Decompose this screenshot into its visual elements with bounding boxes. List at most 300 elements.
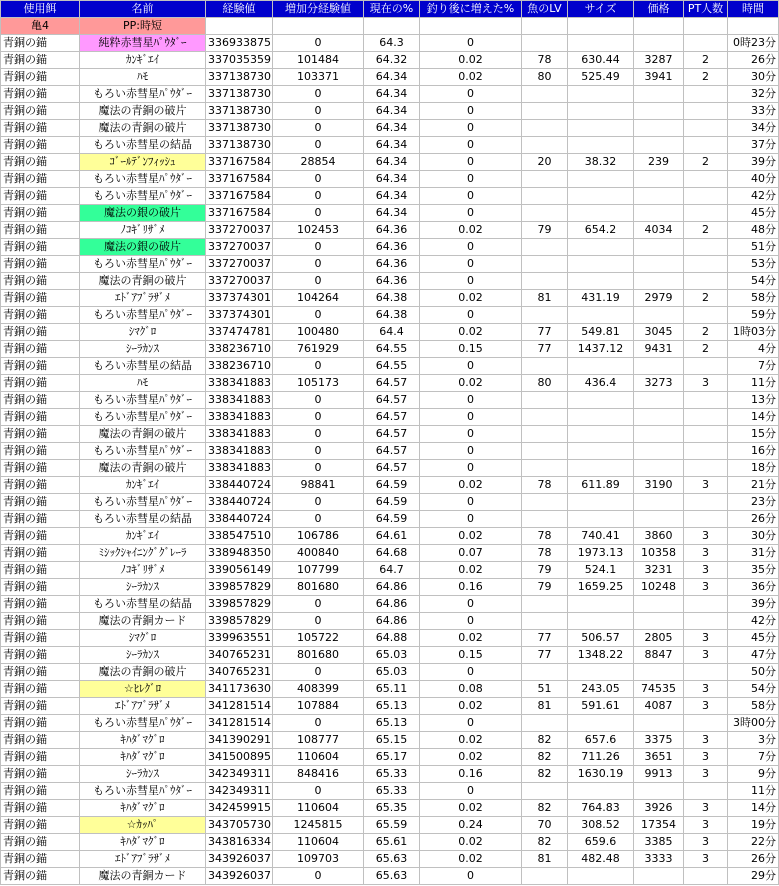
cell-bait[interactable]: 青銅の錨 [1, 154, 80, 171]
cell-exp[interactable]: 338547510 [206, 528, 273, 545]
cell-current-pct[interactable]: 64.86 [364, 596, 420, 613]
cell-current-pct[interactable]: 65.13 [364, 715, 420, 732]
cell-bait[interactable]: 青銅の錨 [1, 103, 80, 120]
cell-party-size[interactable]: 3 [684, 817, 728, 834]
cell-exp[interactable]: 337374301 [206, 290, 273, 307]
cell-bait[interactable]: 青銅の錨 [1, 171, 80, 188]
cell-time[interactable]: 7分 [728, 749, 779, 766]
cell-name[interactable]: 魔法の青銅の破片 [80, 460, 206, 477]
col-header-price[interactable]: 価格 [634, 1, 684, 18]
cell-current-pct[interactable]: 65.63 [364, 868, 420, 885]
cell-exp-gain[interactable]: 0 [273, 205, 364, 222]
cell-price[interactable]: 4087 [634, 698, 684, 715]
cell-exp[interactable]: 338440724 [206, 511, 273, 528]
cell-current-pct[interactable]: 64.59 [364, 477, 420, 494]
cell-exp[interactable]: 343816334 [206, 834, 273, 851]
cell-size[interactable]: 436.4 [568, 375, 634, 392]
cell-bait[interactable]: 青銅の錨 [1, 307, 80, 324]
cell-fish-level[interactable] [522, 86, 568, 103]
cell-exp[interactable]: 338341883 [206, 375, 273, 392]
cell-bait[interactable]: 青銅の錨 [1, 426, 80, 443]
cell-name[interactable]: ｴﾄﾞｱﾌﾞﾗｻﾞﾒ [80, 851, 206, 868]
cell-time[interactable]: 3時00分 [728, 715, 779, 732]
cell-party-size[interactable] [684, 443, 728, 460]
cell-pct-gain[interactable]: 0.02 [420, 851, 522, 868]
cell-pct-gain[interactable]: 0 [420, 392, 522, 409]
empty-cell[interactable] [364, 18, 420, 35]
cell-exp-gain[interactable]: 105722 [273, 630, 364, 647]
cell-name[interactable]: ｶﾝｷﾞｴｲ [80, 477, 206, 494]
cell-exp-gain[interactable]: 102453 [273, 222, 364, 239]
cell-current-pct[interactable]: 64.36 [364, 256, 420, 273]
cell-fish-level[interactable]: 80 [522, 69, 568, 86]
cell-current-pct[interactable]: 64.59 [364, 511, 420, 528]
cell-size[interactable] [568, 664, 634, 681]
empty-cell[interactable] [522, 18, 568, 35]
cell-price[interactable] [634, 392, 684, 409]
cell-bait[interactable]: 青銅の錨 [1, 52, 80, 69]
cell-pct-gain[interactable]: 0 [420, 783, 522, 800]
cell-party-size[interactable]: 2 [684, 290, 728, 307]
cell-name[interactable]: 魔法の青銅カード [80, 613, 206, 630]
cell-party-size[interactable] [684, 783, 728, 800]
cell-exp-gain[interactable]: 98841 [273, 477, 364, 494]
cell-name[interactable]: ｷﾊﾀﾞﾏｸﾞﾛ [80, 749, 206, 766]
cell-bait[interactable]: 青銅の錨 [1, 511, 80, 528]
cell-name[interactable]: もろい赤彗星の結晶 [80, 511, 206, 528]
cell-exp[interactable]: 339963551 [206, 630, 273, 647]
cell-bait[interactable]: 青銅の錨 [1, 494, 80, 511]
cell-time[interactable]: 37分 [728, 137, 779, 154]
cell-current-pct[interactable]: 65.15 [364, 732, 420, 749]
cell-price[interactable] [634, 35, 684, 52]
cell-name[interactable]: ｼﾏｸﾞﾛ [80, 630, 206, 647]
cell-time[interactable]: 11分 [728, 783, 779, 800]
cell-party-size[interactable]: 3 [684, 477, 728, 494]
cell-pct-gain[interactable]: 0 [420, 86, 522, 103]
cell-size[interactable]: 1437.12 [568, 341, 634, 358]
cell-pct-gain[interactable]: 0 [420, 154, 522, 171]
cell-exp-gain[interactable]: 400840 [273, 545, 364, 562]
cell-exp-gain[interactable]: 0 [273, 426, 364, 443]
cell-size[interactable]: 1659.25 [568, 579, 634, 596]
cell-pct-gain[interactable]: 0.02 [420, 222, 522, 239]
cell-name[interactable]: ﾉｺｷﾞﾘｻﾞﾒ [80, 562, 206, 579]
cell-party-size[interactable] [684, 120, 728, 137]
cell-name[interactable]: ﾊﾓ [80, 375, 206, 392]
cell-current-pct[interactable]: 64.34 [364, 171, 420, 188]
cell-time[interactable]: 42分 [728, 613, 779, 630]
cell-exp[interactable]: 337138730 [206, 69, 273, 86]
cell-bait[interactable]: 青銅の錨 [1, 443, 80, 460]
cell-exp[interactable]: 337167584 [206, 188, 273, 205]
cell-size[interactable]: 764.83 [568, 800, 634, 817]
cell-current-pct[interactable]: 64.32 [364, 52, 420, 69]
cell-name[interactable]: ｷﾊﾀﾞﾏｸﾞﾛ [80, 834, 206, 851]
cell-time[interactable]: 36分 [728, 579, 779, 596]
cell-pct-gain[interactable]: 0 [420, 35, 522, 52]
cell-party-size[interactable]: 2 [684, 222, 728, 239]
cell-pct-gain[interactable]: 0 [420, 205, 522, 222]
col-header-bait[interactable]: 使用餌 [1, 1, 80, 18]
cell-size[interactable]: 524.1 [568, 562, 634, 579]
cell-name[interactable]: もろい赤彗星ﾊﾟｳﾀﾞｰ [80, 171, 206, 188]
cell-name[interactable]: もろい赤彗星の結晶 [80, 596, 206, 613]
cell-price[interactable] [634, 307, 684, 324]
cell-exp[interactable]: 341281514 [206, 698, 273, 715]
cell-party-size[interactable] [684, 137, 728, 154]
cell-pct-gain[interactable]: 0 [420, 409, 522, 426]
cell-current-pct[interactable]: 64.55 [364, 341, 420, 358]
cell-bait[interactable]: 青銅の錨 [1, 69, 80, 86]
cell-bait[interactable]: 青銅の錨 [1, 358, 80, 375]
cell-time[interactable]: 9分 [728, 766, 779, 783]
cell-price[interactable] [634, 715, 684, 732]
cell-name[interactable]: ﾉｺｷﾞﾘｻﾞﾒ [80, 222, 206, 239]
cell-fish-level[interactable]: 79 [522, 222, 568, 239]
cell-exp[interactable]: 338236710 [206, 341, 273, 358]
cell-pct-gain[interactable]: 0.02 [420, 562, 522, 579]
cell-exp-gain[interactable]: 107884 [273, 698, 364, 715]
cell-exp[interactable]: 339857829 [206, 613, 273, 630]
cell-fish-level[interactable]: 81 [522, 290, 568, 307]
cell-name[interactable]: 魔法の銀の破片 [80, 239, 206, 256]
cell-size[interactable] [568, 596, 634, 613]
cell-fish-level[interactable] [522, 460, 568, 477]
cell-exp[interactable]: 343926037 [206, 851, 273, 868]
cell-size[interactable] [568, 409, 634, 426]
empty-cell[interactable] [684, 18, 728, 35]
cell-pct-gain[interactable]: 0 [420, 596, 522, 613]
cell-name[interactable]: ｷﾊﾀﾞﾏｸﾞﾛ [80, 800, 206, 817]
cell-exp-gain[interactable]: 110604 [273, 749, 364, 766]
cell-current-pct[interactable]: 64.61 [364, 528, 420, 545]
cell-name[interactable]: 魔法の銀の破片 [80, 205, 206, 222]
cell-fish-level[interactable] [522, 409, 568, 426]
cell-size[interactable] [568, 256, 634, 273]
cell-fish-level[interactable] [522, 103, 568, 120]
empty-cell[interactable] [206, 18, 273, 35]
cell-current-pct[interactable]: 64.7 [364, 562, 420, 579]
cell-size[interactable]: 630.44 [568, 52, 634, 69]
cell-pct-gain[interactable]: 0 [420, 613, 522, 630]
cell-pct-gain[interactable]: 0 [420, 426, 522, 443]
cell-pct-gain[interactable]: 0 [420, 307, 522, 324]
cell-size[interactable] [568, 205, 634, 222]
cell-pct-gain[interactable]: 0 [420, 358, 522, 375]
cell-exp[interactable]: 336933875 [206, 35, 273, 52]
cell-name[interactable]: もろい赤彗星の結晶 [80, 358, 206, 375]
cell-time[interactable]: 50分 [728, 664, 779, 681]
cell-pct-gain[interactable]: 0.02 [420, 749, 522, 766]
cell-exp[interactable]: 340765231 [206, 647, 273, 664]
cell-bait[interactable]: 青銅の錨 [1, 783, 80, 800]
cell-bait[interactable]: 青銅の錨 [1, 868, 80, 885]
cell-price[interactable]: 10358 [634, 545, 684, 562]
cell-price[interactable]: 2979 [634, 290, 684, 307]
cell-exp[interactable]: 337374301 [206, 307, 273, 324]
cell-exp[interactable]: 337474781 [206, 324, 273, 341]
cell-name[interactable]: ｺﾞｰﾙﾃﾞﾝﾌｨｯｼｭ [80, 154, 206, 171]
cell-party-size[interactable]: 3 [684, 681, 728, 698]
cell-exp-gain[interactable]: 761929 [273, 341, 364, 358]
cell-name[interactable]: ｼｰﾗｶﾝｽ [80, 341, 206, 358]
cell-exp-gain[interactable]: 801680 [273, 579, 364, 596]
cell-exp-gain[interactable]: 0 [273, 256, 364, 273]
cell-current-pct[interactable]: 64.68 [364, 545, 420, 562]
cell-pct-gain[interactable]: 0.16 [420, 766, 522, 783]
cell-exp[interactable]: 340765231 [206, 664, 273, 681]
cell-name[interactable]: 魔法の青銅の破片 [80, 103, 206, 120]
cell-price[interactable]: 3273 [634, 375, 684, 392]
cell-exp[interactable]: 337138730 [206, 120, 273, 137]
cell-current-pct[interactable]: 64.4 [364, 324, 420, 341]
cell-exp-gain[interactable]: 110604 [273, 834, 364, 851]
cell-price[interactable]: 10248 [634, 579, 684, 596]
cell-exp[interactable]: 338341883 [206, 460, 273, 477]
cell-fish-level[interactable]: 51 [522, 681, 568, 698]
cell-fish-level[interactable]: 70 [522, 817, 568, 834]
cell-time[interactable]: 59分 [728, 307, 779, 324]
cell-time[interactable]: 54分 [728, 681, 779, 698]
cell-fish-level[interactable]: 82 [522, 749, 568, 766]
cell-exp-gain[interactable]: 0 [273, 86, 364, 103]
cell-time[interactable]: 11分 [728, 375, 779, 392]
cell-exp[interactable]: 338236710 [206, 358, 273, 375]
cell-current-pct[interactable]: 64.57 [364, 409, 420, 426]
cell-fish-level[interactable]: 80 [522, 375, 568, 392]
cell-exp[interactable]: 342349311 [206, 766, 273, 783]
cell-party-size[interactable]: 3 [684, 834, 728, 851]
cell-exp[interactable]: 337270037 [206, 239, 273, 256]
cell-exp[interactable]: 341281514 [206, 715, 273, 732]
cell-current-pct[interactable]: 64.34 [364, 86, 420, 103]
cell-pct-gain[interactable]: 0.24 [420, 817, 522, 834]
cell-name[interactable]: 魔法の青銅の破片 [80, 273, 206, 290]
cell-price[interactable]: 3231 [634, 562, 684, 579]
cell-time[interactable]: 47分 [728, 647, 779, 664]
cell-pct-gain[interactable]: 0.02 [420, 477, 522, 494]
cell-bait[interactable]: 青銅の錨 [1, 596, 80, 613]
cell-price[interactable]: 17354 [634, 817, 684, 834]
cell-name[interactable]: 魔法の青銅カード [80, 868, 206, 885]
cell-size[interactable]: 549.81 [568, 324, 634, 341]
cell-fish-level[interactable] [522, 664, 568, 681]
cell-name[interactable]: ｼｰﾗｶﾝｽ [80, 647, 206, 664]
cell-price[interactable]: 239 [634, 154, 684, 171]
cell-fish-level[interactable] [522, 171, 568, 188]
cell-exp-gain[interactable]: 0 [273, 307, 364, 324]
empty-cell[interactable] [420, 18, 522, 35]
cell-party-size[interactable] [684, 426, 728, 443]
cell-time[interactable]: 22分 [728, 834, 779, 851]
cell-name[interactable]: もろい赤彗星ﾊﾟｳﾀﾞｰ [80, 443, 206, 460]
cell-current-pct[interactable]: 64.34 [364, 137, 420, 154]
cell-price[interactable] [634, 783, 684, 800]
cell-bait[interactable]: 青銅の錨 [1, 749, 80, 766]
cell-party-size[interactable] [684, 86, 728, 103]
cell-party-size[interactable] [684, 239, 728, 256]
cell-exp[interactable]: 338440724 [206, 477, 273, 494]
cell-exp-gain[interactable]: 110604 [273, 800, 364, 817]
cell-fish-level[interactable]: 20 [522, 154, 568, 171]
col-header-time[interactable]: 時間 [728, 1, 779, 18]
cell-pct-gain[interactable]: 0.15 [420, 341, 522, 358]
col-header-exp[interactable]: 経験値 [206, 1, 273, 18]
cell-exp-gain[interactable]: 0 [273, 273, 364, 290]
cell-time[interactable]: 30分 [728, 69, 779, 86]
cell-fish-level[interactable] [522, 35, 568, 52]
cell-name[interactable]: 魔法の青銅の破片 [80, 120, 206, 137]
cell-current-pct[interactable]: 64.34 [364, 103, 420, 120]
cell-fish-level[interactable] [522, 120, 568, 137]
cell-exp-gain[interactable]: 0 [273, 188, 364, 205]
cell-party-size[interactable] [684, 307, 728, 324]
cell-party-size[interactable] [684, 188, 728, 205]
cell-size[interactable] [568, 494, 634, 511]
cell-name[interactable]: もろい赤彗星ﾊﾟｳﾀﾞｰ [80, 86, 206, 103]
cell-pct-gain[interactable]: 0.02 [420, 800, 522, 817]
cell-size[interactable]: 611.89 [568, 477, 634, 494]
cell-size[interactable]: 525.49 [568, 69, 634, 86]
cell-bait[interactable]: 青銅の錨 [1, 222, 80, 239]
cell-size[interactable]: 657.6 [568, 732, 634, 749]
col-header-name[interactable]: 名前 [80, 1, 206, 18]
cell-price[interactable]: 2805 [634, 630, 684, 647]
cell-party-size[interactable] [684, 256, 728, 273]
cell-bait[interactable]: 青銅の錨 [1, 851, 80, 868]
cell-time[interactable]: 32分 [728, 86, 779, 103]
cell-exp[interactable]: 341390291 [206, 732, 273, 749]
cell-price[interactable] [634, 613, 684, 630]
cell-current-pct[interactable]: 64.34 [364, 154, 420, 171]
cell-party-size[interactable] [684, 358, 728, 375]
cell-exp-gain[interactable]: 108777 [273, 732, 364, 749]
cell-pct-gain[interactable]: 0 [420, 511, 522, 528]
cell-bait[interactable]: 青銅の錨 [1, 647, 80, 664]
cell-name[interactable]: ☆ｶｯﾊﾟ [80, 817, 206, 834]
cell-party-size[interactable]: 3 [684, 851, 728, 868]
cell-size[interactable]: 1973.13 [568, 545, 634, 562]
cell-exp[interactable]: 337270037 [206, 273, 273, 290]
cell-size[interactable] [568, 426, 634, 443]
cell-current-pct[interactable]: 64.86 [364, 613, 420, 630]
cell-price[interactable] [634, 137, 684, 154]
cell-price[interactable]: 3375 [634, 732, 684, 749]
cell-size[interactable]: 1348.22 [568, 647, 634, 664]
cell-exp-gain[interactable]: 0 [273, 460, 364, 477]
cell-pct-gain[interactable]: 0.02 [420, 698, 522, 715]
cell-exp[interactable]: 337167584 [206, 171, 273, 188]
cell-bait[interactable]: 青銅の錨 [1, 630, 80, 647]
cell-bait[interactable]: 青銅の錨 [1, 579, 80, 596]
cell-time[interactable]: 33分 [728, 103, 779, 120]
cell-pct-gain[interactable]: 0.02 [420, 732, 522, 749]
cell-exp-gain[interactable]: 0 [273, 392, 364, 409]
cell-price[interactable]: 3385 [634, 834, 684, 851]
cell-time[interactable]: 35分 [728, 562, 779, 579]
cell-bait[interactable]: 青銅の錨 [1, 528, 80, 545]
cell-pct-gain[interactable]: 0 [420, 188, 522, 205]
cell-price[interactable] [634, 103, 684, 120]
cell-party-size[interactable] [684, 205, 728, 222]
cell-current-pct[interactable]: 64.36 [364, 239, 420, 256]
cell-price[interactable] [634, 205, 684, 222]
cell-pct-gain[interactable]: 0.02 [420, 52, 522, 69]
cell-price[interactable] [634, 409, 684, 426]
cell-name[interactable]: ｴﾄﾞｱﾌﾞﾗｻﾞﾒ [80, 290, 206, 307]
cell-bait[interactable]: 青銅の錨 [1, 205, 80, 222]
cell-size[interactable] [568, 188, 634, 205]
cell-pct-gain[interactable]: 0.02 [420, 630, 522, 647]
cell-exp[interactable]: 337270037 [206, 256, 273, 273]
cell-time[interactable]: 14分 [728, 800, 779, 817]
cell-size[interactable]: 243.05 [568, 681, 634, 698]
cell-exp-gain[interactable]: 105173 [273, 375, 364, 392]
cell-size[interactable] [568, 103, 634, 120]
cell-time[interactable]: 18分 [728, 460, 779, 477]
cell-current-pct[interactable]: 65.59 [364, 817, 420, 834]
cell-bait[interactable]: 青銅の錨 [1, 732, 80, 749]
cell-current-pct[interactable]: 64.36 [364, 222, 420, 239]
cell-size[interactable] [568, 460, 634, 477]
cell-exp-gain[interactable]: 101484 [273, 52, 364, 69]
cell-size[interactable] [568, 358, 634, 375]
cell-time[interactable]: 54分 [728, 273, 779, 290]
subheader-name-cell[interactable]: PP:時短 [80, 18, 206, 35]
cell-size[interactable] [568, 443, 634, 460]
cell-name[interactable]: ﾊﾓ [80, 69, 206, 86]
cell-party-size[interactable]: 2 [684, 341, 728, 358]
cell-bait[interactable]: 青銅の錨 [1, 817, 80, 834]
cell-time[interactable]: 42分 [728, 188, 779, 205]
cell-fish-level[interactable]: 78 [522, 477, 568, 494]
cell-party-size[interactable]: 3 [684, 732, 728, 749]
cell-size[interactable]: 431.19 [568, 290, 634, 307]
cell-exp[interactable]: 338948350 [206, 545, 273, 562]
cell-current-pct[interactable]: 65.17 [364, 749, 420, 766]
cell-pct-gain[interactable]: 0.02 [420, 528, 522, 545]
col-header-pct-gain[interactable]: 釣り後に増えた% [420, 1, 522, 18]
cell-name[interactable]: ｼｰﾗｶﾝｽ [80, 579, 206, 596]
cell-party-size[interactable] [684, 171, 728, 188]
cell-name[interactable]: ｼﾏｸﾞﾛ [80, 324, 206, 341]
col-header-exp-gain[interactable]: 増加分経験値 [273, 1, 364, 18]
cell-name[interactable]: もろい赤彗星ﾊﾟｳﾀﾞｰ [80, 409, 206, 426]
cell-fish-level[interactable] [522, 494, 568, 511]
cell-time[interactable]: 30分 [728, 528, 779, 545]
cell-fish-level[interactable] [522, 273, 568, 290]
cell-bait[interactable]: 青銅の錨 [1, 409, 80, 426]
cell-exp[interactable]: 338440724 [206, 494, 273, 511]
cell-size[interactable]: 659.6 [568, 834, 634, 851]
cell-fish-level[interactable]: 77 [522, 324, 568, 341]
cell-exp-gain[interactable]: 100480 [273, 324, 364, 341]
cell-price[interactable]: 4034 [634, 222, 684, 239]
cell-time[interactable]: 19分 [728, 817, 779, 834]
cell-bait[interactable]: 青銅の錨 [1, 375, 80, 392]
cell-bait[interactable]: 青銅の錨 [1, 188, 80, 205]
cell-exp[interactable]: 337138730 [206, 137, 273, 154]
cell-current-pct[interactable]: 64.34 [364, 120, 420, 137]
cell-time[interactable]: 14分 [728, 409, 779, 426]
cell-price[interactable] [634, 426, 684, 443]
cell-pct-gain[interactable]: 0 [420, 239, 522, 256]
cell-party-size[interactable]: 2 [684, 154, 728, 171]
cell-current-pct[interactable]: 64.59 [364, 494, 420, 511]
cell-bait[interactable]: 青銅の錨 [1, 35, 80, 52]
cell-price[interactable]: 3651 [634, 749, 684, 766]
